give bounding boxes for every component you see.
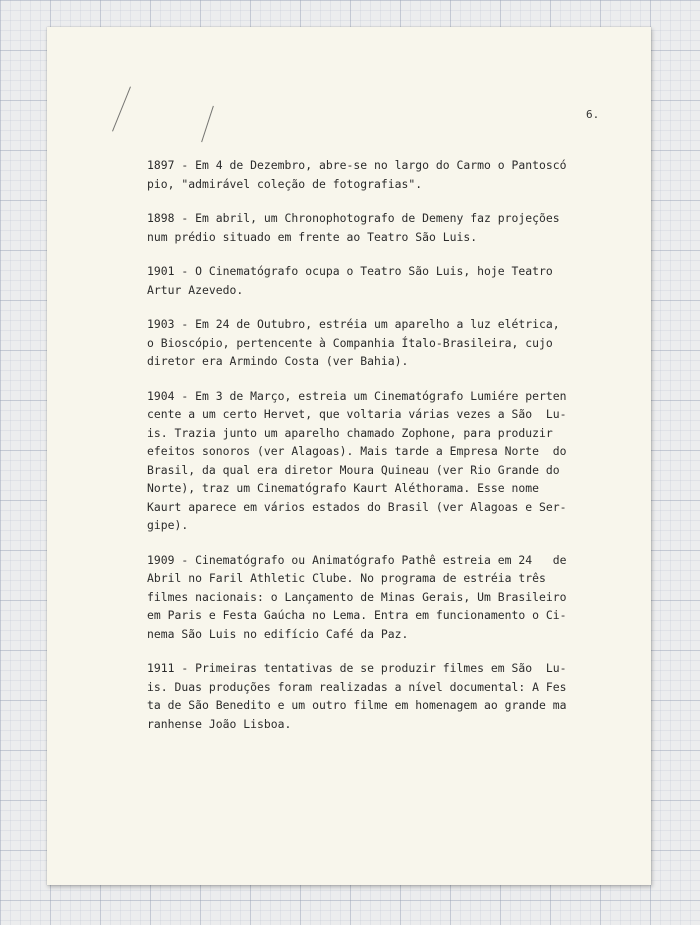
page-number: 6. [586, 108, 600, 121]
text-line: ranhense João Lisboa. [147, 716, 292, 731]
entry-1909 [147, 551, 607, 644]
text-line: 1909 - Cinematógrafo ou Animatógrafo Pathê estreia em 24 de [147, 552, 567, 567]
text-line: ta de São Benedito e um outro filme em homenagem ao grande ma [147, 698, 567, 712]
text-line: 1911 - Primeiras tentativas de se produzir filmes em São Lu- [147, 661, 567, 675]
text-line: 1903 - Em 24 de Outubro, estréia um aparelho a luz elétrica, [147, 317, 560, 331]
text-line: o Bioscópio, pertencente à Companhia Ítalo-Brasileira, cujo [147, 335, 553, 350]
chronology-entries [147, 156, 607, 749]
text-line: efeitos sonoros (ver Alagoas). Mais tarde a Empresa Norte do [147, 444, 567, 458]
text-line: 1897 - Em 4 de Dezembro, abre-se no largo do Carmo o Pantoscó [147, 158, 567, 172]
text-line: 1901 - O Cinematógrafo ocupa o Teatro São Luis, hoje Teatro [147, 264, 553, 278]
entry-1904 [147, 387, 607, 535]
text-line: num prédio situado em frente ao Teatro São Luis. [147, 229, 478, 244]
text-line: Artur Azevedo. [147, 282, 244, 297]
text-line: Norte), traz um Cinematógrafo Kaurt Aléthorama. Esse nome [147, 481, 540, 495]
text-line: 1904 - Em 3 de Março, estreia um Cinematógrafo Lumiére perten [147, 388, 567, 403]
pen-mark [201, 106, 214, 142]
text-line: diretor era Armindo Costa (ver Bahia). [147, 354, 409, 368]
document-page [47, 27, 651, 885]
text-line: is. Duas produções foram realizadas a nível documental: A Fes [147, 679, 567, 694]
pen-mark [112, 87, 131, 132]
text-line: nema São Luis no edifício Café da Paz. [147, 626, 409, 641]
text-line: Brasil, da qual era diretor Moura Quineau (ver Rio Grande do [147, 462, 560, 477]
text-line: gipe). [147, 518, 189, 532]
text-line: Abril no Faril Athletic Clube. No programa de estréia três [147, 571, 546, 585]
entry-1897 [147, 156, 607, 193]
entry-1903 [147, 315, 607, 371]
entry-1911 [147, 659, 607, 733]
entry-1901 [147, 262, 607, 299]
entry-1898 [147, 209, 607, 246]
text-line: em Paris e Festa Gaúcha no Lema. Entra em funcionamento o Ci- [147, 608, 567, 622]
text-line: 1898 - Em abril, um Chronophotografo de Demeny faz projeções [147, 211, 560, 225]
text-line: Kaurt aparece em vários estados do Brasil (ver Alagoas e Ser- [147, 499, 567, 514]
text-line: pio, "admirável coleção de fotografias". [147, 176, 423, 191]
text-line: is. Trazia junto um aparelho chamado Zophone, para produzir [147, 425, 553, 440]
text-line: cente a um certo Hervet, que voltaria várias vezes a São Lu- [147, 407, 567, 421]
text-line: filmes nacionais: o Lançamento de Minas Gerais, Um Brasileiro [147, 589, 567, 604]
